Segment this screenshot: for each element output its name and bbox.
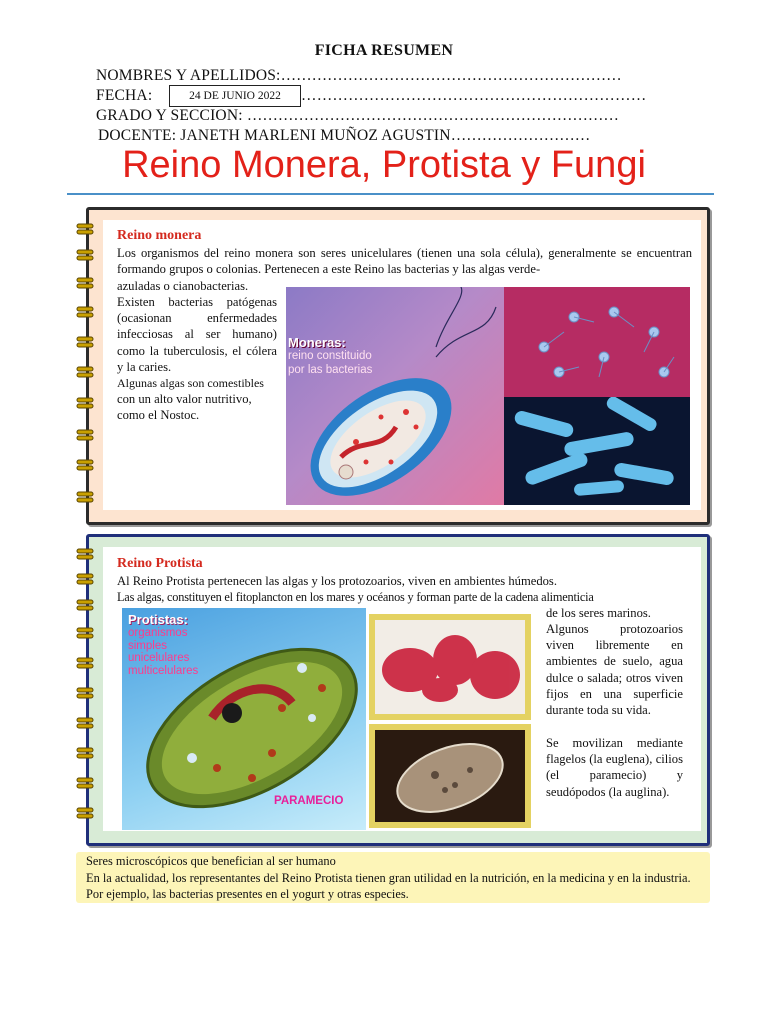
protista-line1: Al Reino Protista pertenecen las algas y los protozoarios, viven en ambientes húmedos. <box>117 574 557 588</box>
ring-icon <box>76 746 96 760</box>
moneras-label-line1: reino constituido <box>288 350 372 362</box>
ring-icon <box>76 458 96 472</box>
algae-micrograph <box>369 614 531 720</box>
bacterium-illustration <box>286 287 504 505</box>
bacteria-micrograph-pink <box>504 287 690 397</box>
ring-icon <box>76 572 96 586</box>
protista-line2: Las algas, constituyen el fitoplancton en los mares y océanos y forman parte de la cadena alimenticia <box>117 590 594 604</box>
main-title: Reino Monera, Protista y Fungi <box>122 144 646 186</box>
teacher-label: DOCENTE: JANETH MARLENI MUÑOZ AGUSTIN <box>98 127 451 144</box>
date-field[interactable]: 24 DE JUNIO 2022 <box>169 85 301 107</box>
ring-icon <box>76 547 96 561</box>
ring-icon <box>76 656 96 670</box>
document-heading: FICHA RESUMEN <box>314 42 454 59</box>
date-row <box>96 86 152 106</box>
grade-row <box>96 106 619 126</box>
monera-intro: Los organismos del reino monera son seres unicelulares (tienen una sola célula), generalmente se encuentran formando grupos o colonias. Pertenecen a este Reino las bacterias y las algas verde- <box>117 246 692 277</box>
monera-title: Reino monera <box>117 228 202 243</box>
paramecio-label: PARAMECIO <box>274 795 344 807</box>
teacher-dots: ……………………… <box>450 127 591 144</box>
protista-side-text-1: de los seres marinos. <box>546 606 651 620</box>
ciliate-micrograph <box>369 724 531 828</box>
ring-icon <box>76 598 96 612</box>
moneras-label-line2: por las bacterias <box>288 364 373 376</box>
ring-icon <box>76 305 96 319</box>
ring-icon <box>76 776 96 790</box>
protistas-label-line: multicelulares <box>128 664 199 677</box>
bacteria-micrograph-blue <box>504 397 690 505</box>
ring-icon <box>76 396 96 410</box>
protista-title: Reino Protista <box>117 556 203 571</box>
protista-side-text-2: Algunos protozoarios viven libremente en ambientes de suelo, agua dulce o salada; otros viven fijos en una superficie durante toda su vida. <box>546 622 683 718</box>
protistas-label-line: organismos <box>128 627 188 639</box>
ring-icon <box>76 490 96 504</box>
footer-note <box>76 852 710 903</box>
footer-body: En la actualidad, los representantes del Reino Protista tienen gran utilidad en la nutrición, en la medicina y en la industria. Por ejemplo, las bacterias presentes en el yogurt y otras especies. <box>86 870 691 901</box>
monera-algae-text-b: con un alto valor nutritivo, como el Nostoc. <box>117 392 252 423</box>
footer-text <box>86 853 706 903</box>
ring-icon <box>76 686 96 700</box>
ring-icon <box>76 248 96 262</box>
protistas-label: Protistas: <box>128 612 188 627</box>
ring-icon <box>76 428 96 442</box>
moneras-label: Moneras: <box>288 335 346 350</box>
ring-icon <box>76 335 96 349</box>
protista-side-text-3: Se movilizan mediante flagelos (la euglena), cilios (el paramecio) y seudópodos (la auglina). <box>546 736 683 799</box>
grade-blank[interactable]: ……………………………………………………………… <box>246 107 619 124</box>
monera-algae-text-a: Algunas algas son comestibles <box>117 376 264 390</box>
protistas-label-line: unicelulares <box>128 652 190 664</box>
monera-intro-cont: azuladas o cianobacterias. <box>117 279 249 293</box>
paramecium-illustration <box>122 608 366 830</box>
monera-pathogen-text: Existen bacterias patógenas (ocasionan enfermedades infecciosas al ser humano) como la tuberculosis, el cólera y la caries. <box>117 295 277 374</box>
footer-heading: Seres microscópicos que benefician al ser humano <box>86 854 336 868</box>
ring-icon <box>76 365 96 379</box>
protistas-label-line: simples <box>128 639 167 652</box>
ring-icon <box>76 716 96 730</box>
protistas-label-lines <box>128 627 198 677</box>
date-blank: ………………………………………………………… <box>301 87 647 104</box>
date-label: FECHA: <box>96 87 153 104</box>
name-row <box>96 66 622 86</box>
grade-label: GRADO Y SECCION: <box>96 107 243 124</box>
name-label: NOMBRES Y APELLIDOS: <box>96 67 281 84</box>
name-blank[interactable]: ………………………………………………………… <box>280 67 622 84</box>
title-divider <box>67 193 714 195</box>
ring-icon <box>76 276 96 290</box>
ring-icon <box>76 222 96 236</box>
ring-icon <box>76 806 96 820</box>
ring-icon <box>76 626 96 640</box>
